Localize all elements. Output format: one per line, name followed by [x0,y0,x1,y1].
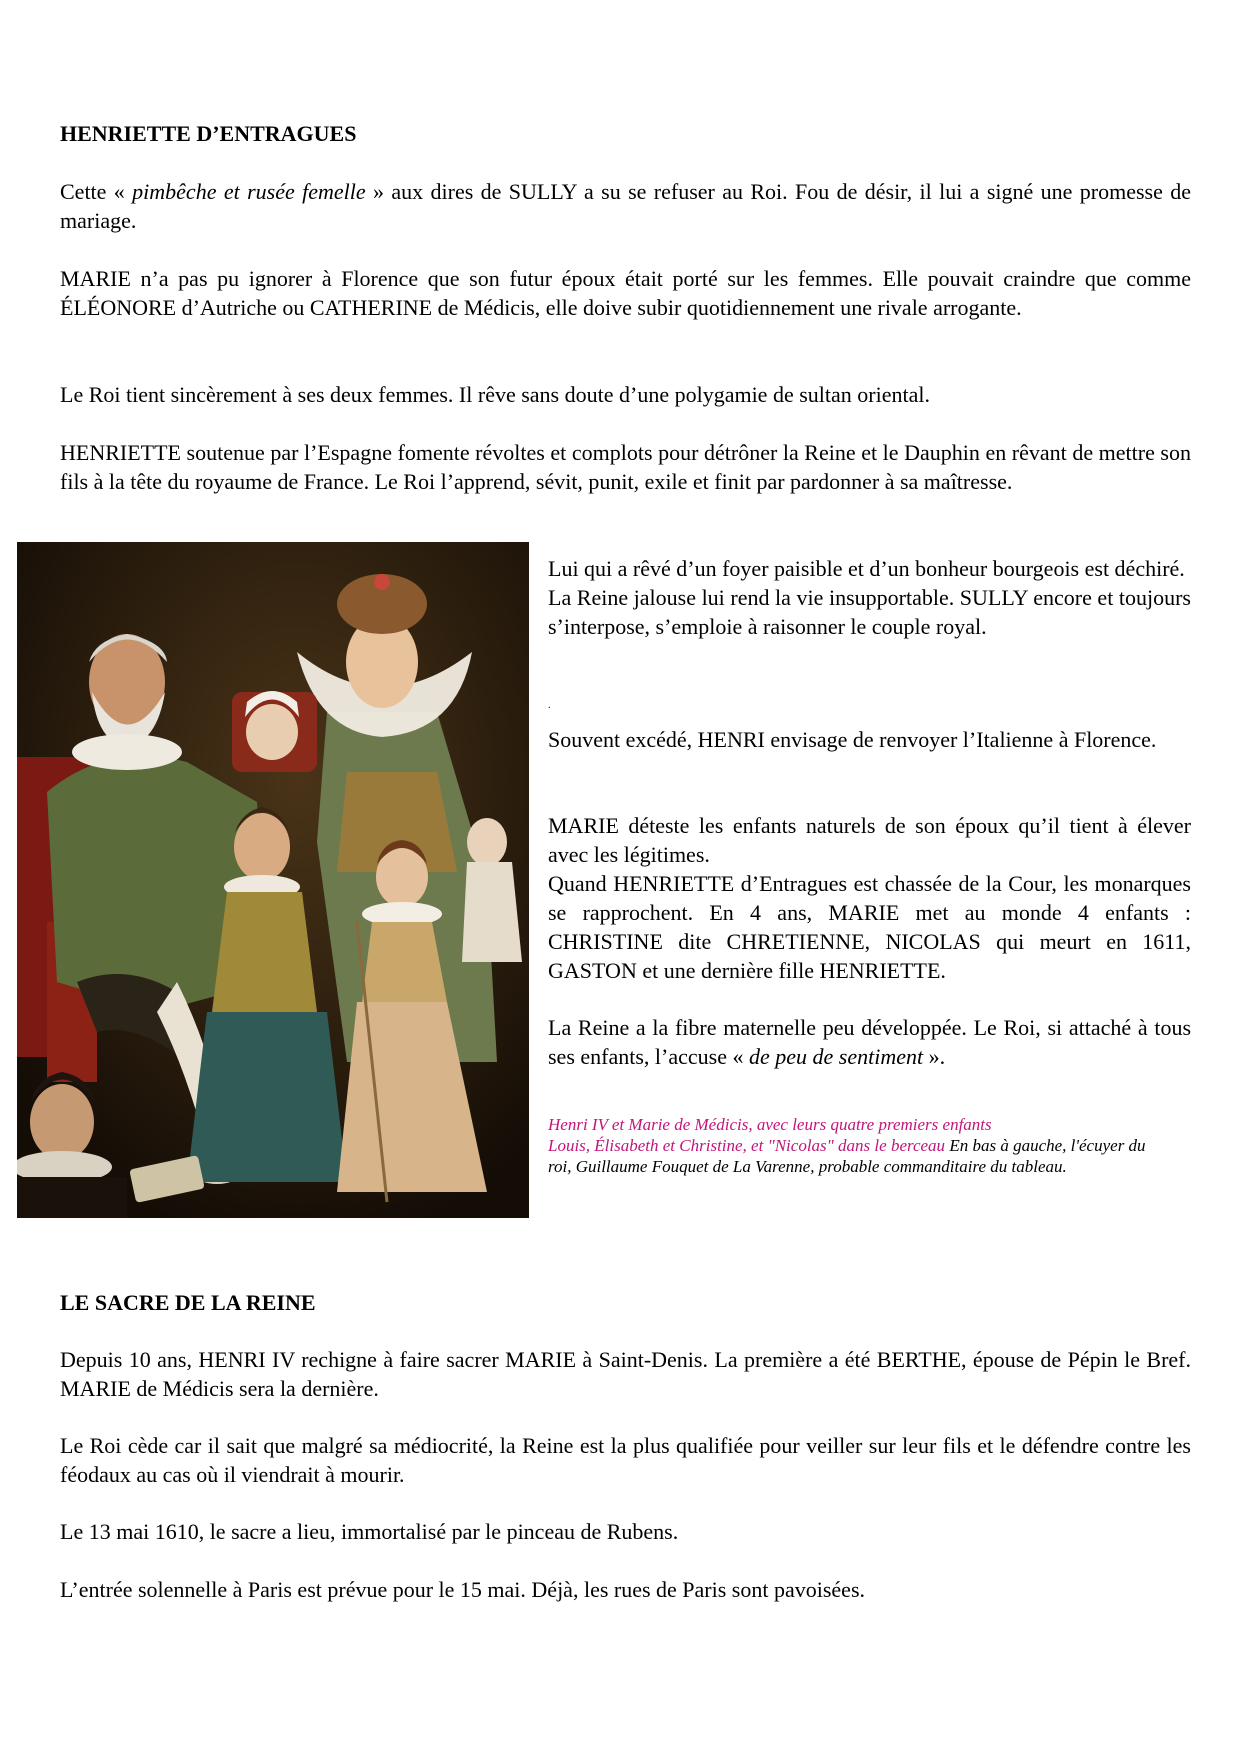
paragraph: Souvent excédé, HENRI envisage de renvoyer l’Italienne à Florence. [548,727,1157,752]
paragraph: Cette « pimbêche et rusée femelle » aux dires de SULLY a su se refuser au Roi. Fou de désir, il lui a signé une promesse de mariage. [60,179,1191,233]
paragraph: Le Roi tient sincèrement à ses deux femmes. Il rêve sans doute d’une polygamie de sultan oriental. [60,382,930,407]
paragraph: Le 13 mai 1610, le sacre a lieu, immortalisé par le pinceau de Rubens. [60,1519,679,1544]
royal-family-painting [17,542,529,1218]
stray-dot: . [548,700,551,711]
paragraph: Lui qui a rêvé d’un foyer paisible et d’un bonheur bourgeois est déchiré. La Reine jalouse lui rend la vie insupportable. SULLY encore et toujours s’interpose, s’emploie à raisonner le couple royal. [548,556,1191,639]
paragraph: La Reine a la fibre maternelle peu développée. Le Roi, si attaché à tous ses enfants, l’accuse « de peu de sentiment ». [548,1015,1191,1069]
paragraph: MARIE déteste les enfants naturels de son époux qu’il tient à élever avec les légitimes. Quand HENRIETTE d’Entragues est chassée de la Cour, les monarques se rapprochent. En 4 ans, MARIE met au monde 4 enfants : CHRISTINE dite CHRETIENNE, NICOLAS qui meurt en 1611, GASTON et une dernière fille HENRIETTE. [548,813,1191,983]
section-heading-sacre: LE SACRE DE LA REINE [60,1290,316,1315]
section-heading-henriette: HENRIETTE D’ENTRAGUES [60,121,357,146]
paragraph: L’entrée solennelle à Paris est prévue pour le 15 mai. Déjà, les rues de Paris sont pavoisées. [60,1577,866,1602]
painting-caption: Henri IV et Marie de Médicis, avec leurs quatre premiers enfants Louis, Élisabeth et Christine, et "Nicolas" dans le berceau En bas à gauche, l'écuyer du roi, Guillaume Fouquet de La Varenne, probable commanditaire du tableau. [548,1115,1146,1176]
quote-italic: de peu de sentiment [748,1044,924,1069]
paragraph: Depuis 10 ans, HENRI IV rechigne à faire sacrer MARIE à Saint-Denis. La première a été BERTHE, épouse de Pépin le Bref. MARIE de Médicis sera la dernière. [60,1347,1191,1401]
paragraph: MARIE n’a pas pu ignorer à Florence que son futur époux était porté sur les femmes. Elle pouvait craindre que comme ÉLÉONORE d’Autriche ou CATHERINE de Médicis, elle doive subir quotidiennement une rivale arrogante. [60,266,1191,320]
quote-italic: pimbêche et rusée femelle [132,179,366,204]
paragraph: Le Roi cède car il sait que malgré sa médiocrité, la Reine est la plus qualifiée pour veiller sur leur fils et le défendre contre les féodaux au cas où il viendrait à mourir. [60,1433,1191,1487]
paragraph: HENRIETTE soutenue par l’Espagne fomente révoltes et complots pour détrôner la Reine et le Dauphin en rêvant de mettre son fils à la tête du royaume de France. Le Roi l’apprend, sévit, punit, exile et finit par pardonner à sa maîtresse. [60,440,1191,494]
